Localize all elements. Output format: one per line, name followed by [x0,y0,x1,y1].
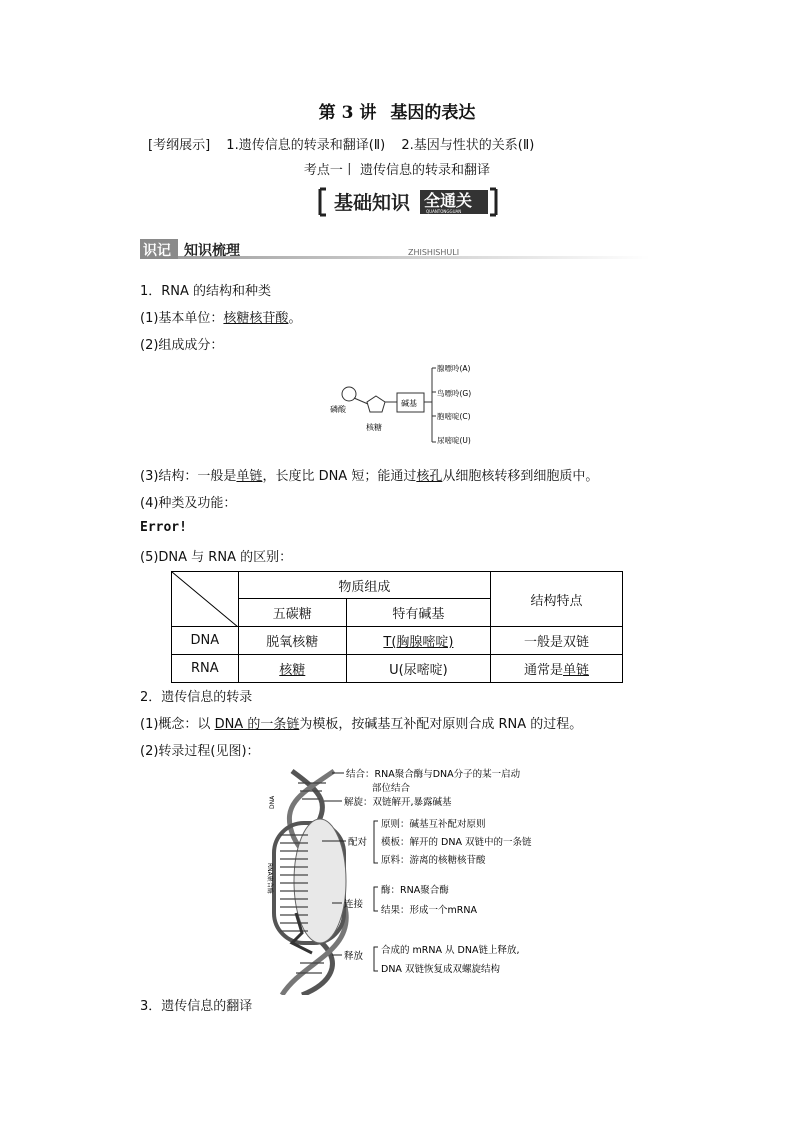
release-mrna: 合成的 mRNA 从 DNA链上释放, [381,945,520,956]
corner-diagonal [172,572,238,627]
base-adenine: 腺嘌呤(A) [437,364,471,373]
row-base: T(胸腺嘧啶) [346,627,490,655]
linking-enzyme: 酶：RNA聚合酶 [381,885,449,896]
banner-pinyin: QUANTONGGUAN [426,209,462,214]
base-box-label: 碱基 [401,399,417,408]
answer-single-strand: 单链 [236,469,263,484]
para-structure: (3)结构：一般是单链，长度比 DNA 短；能通过核孔从细胞核转移到细胞质中。 [140,469,599,484]
table-corner-cell [172,572,239,627]
pairing-rule: 原则：碱基互补配对原则 [381,819,486,830]
section-pinyin-text: ZHISHISHULI [408,248,460,257]
table-row [172,627,623,655]
answer-ribonucleotide: 核糖核苷酸 [223,311,289,326]
dna-rna-comparison-table [171,571,623,683]
section-title-text: 知识梳理 [184,243,240,259]
table-head-structure: 结构特点 [490,572,622,627]
ribose-label: 核糖 [366,423,382,432]
row-sugar: 脱氧核糖 [238,627,346,655]
heading-rna: 1．RNA 的结构和种类 [140,284,272,299]
answer-nuclear-pore: 核孔 [416,469,443,484]
row-name: RNA [172,655,239,683]
table-head-base: 特有碱基 [346,599,490,627]
syllabus-outline [148,134,546,153]
outline-item-1: 1.遗传信息的转录和翻译(Ⅱ) [226,138,386,153]
section-bar-knowledge [140,238,650,262]
step-release-head: 释放 [344,951,364,962]
para-composition: (2)组成成分： [140,338,224,353]
heading-transcription: 2．遗传信息的转录 [140,690,253,705]
heading-translation: 3．遗传信息的翻译 [140,999,253,1014]
table-row [172,655,623,683]
step-pairing-head: 配对 [348,837,368,848]
linking-result: 结果：形成一个mRNA [381,905,477,916]
error-text: Error! [140,520,187,535]
step-linking-head: 连接 [344,899,364,910]
base-cytosine: 胞嘧啶(C) [437,412,471,421]
para-process: (2)转录过程(见图)： [140,744,260,759]
lecture-number: 第 3 讲 [318,103,377,123]
transcription-diagram [262,763,562,995]
phosphate-label: 磷酸 [330,405,346,414]
outline-tag: [考纲展示] [148,138,211,153]
row-name: DNA [172,627,239,655]
step-unwinding: 解旋：双链解开,暴露碱基 [344,797,452,808]
nucleotide-diagram [330,358,480,448]
row-structure: 一般是双链 [490,627,622,655]
base-uracil: 尿嘧啶(U) [437,436,471,445]
pairing-template: 模板：解开的 DNA 双链中的一条链 [381,837,532,848]
section-tag-text: 识记 [143,243,171,259]
row-structure: 通常是单链 [490,655,622,683]
banner-sub-text: 全通关 [424,191,473,210]
row-base: U(尿嘧啶) [346,655,490,683]
rna-polymerase-label: RNA聚合酶 [266,863,273,894]
table-head-composition: 物质组成 [238,572,490,599]
base-guanine: 鸟嘌呤(G) [437,389,472,398]
lecture-title: 基因的表达 [390,103,476,123]
step-binding: 结合：RNA聚合酶与DNA分子的某一启动 [346,769,521,780]
outline-item-2: 2.基因与性状的关系(Ⅱ) [401,138,535,153]
para-concept: (1)概念：以 DNA 的一条链为模板，按碱基互补配对原则合成 RNA 的过程。 [140,717,583,732]
step-binding-2: 部位结合 [372,783,411,794]
row-sugar: 核糖 [238,655,346,683]
release-dna: DNA 双链恢复成双螺旋结构 [381,964,500,975]
para-basic-unit: (1)基本单位：核糖核苷酸。 [140,311,302,326]
para-difference: (5)DNA 与 RNA 的区别： [140,550,293,565]
page-title [0,98,794,123]
basic-knowledge-banner [316,186,500,218]
pairing-material: 原料：游离的核糖核苷酸 [381,855,486,866]
para-types: (4)种类及功能： [140,496,237,511]
answer-one-strand: DNA 的一条链 [214,717,300,732]
table-head-sugar: 五碳糖 [238,599,346,627]
dna-strand-label: DNA [269,795,276,809]
exam-point-heading: 考点一丨 遗传信息的转录和翻译 [303,163,491,178]
banner-main-text: 基础知识 [334,192,411,214]
